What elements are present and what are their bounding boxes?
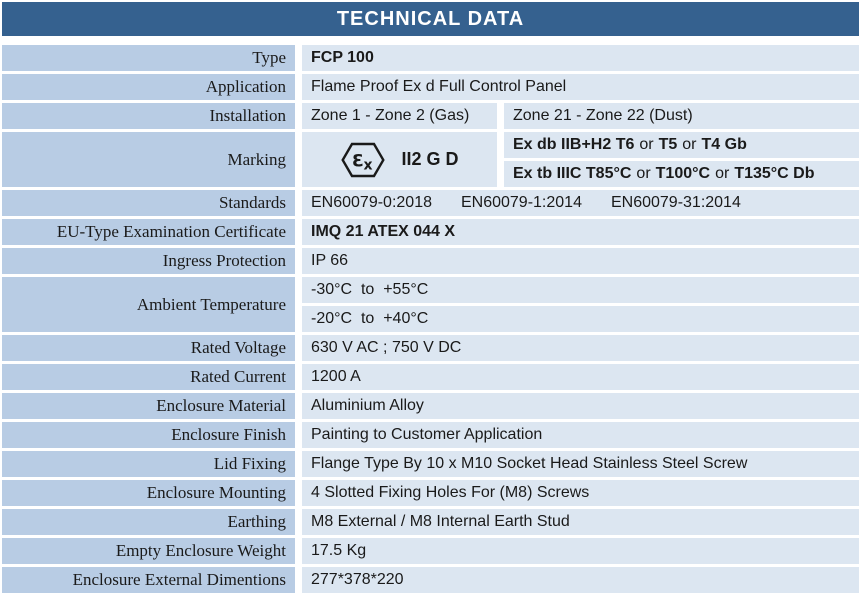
weight-value: 17.5 Kg xyxy=(302,538,859,564)
row-external-dimensions xyxy=(2,567,859,593)
row-label: Enclosure Mounting xyxy=(2,480,295,506)
application-value: Flame Proof Ex d Full Control Panel xyxy=(302,74,859,100)
marking-or: or xyxy=(682,136,697,153)
row-label: Enclosure Finish xyxy=(2,422,295,448)
marking-dust-seg3: T135°C Db xyxy=(734,165,815,182)
row-label: Application xyxy=(2,74,295,100)
voltage-value: 630 V AC ; 750 V DC xyxy=(302,335,859,361)
current-value: 1200 A xyxy=(302,364,859,390)
row-standards xyxy=(2,190,859,216)
table-title-bar xyxy=(2,2,859,36)
row-rated-voltage xyxy=(2,335,859,361)
ingress-value: IP 66 xyxy=(302,248,859,274)
standards-value xyxy=(302,190,859,216)
marking-or: or xyxy=(715,165,730,182)
row-label: Lid Fixing xyxy=(2,451,295,477)
row-label: EU-Type Examination Certificate xyxy=(2,219,295,245)
marking-gas-seg3: T4 Gb xyxy=(701,136,747,153)
type-value: FCP 100 xyxy=(302,45,859,71)
row-label: Ingress Protection xyxy=(2,248,295,274)
row-label: Marking xyxy=(2,132,295,187)
row-label: Rated Current xyxy=(2,364,295,390)
marking-gas-code xyxy=(504,132,859,158)
row-label: Earthing xyxy=(2,509,295,535)
ambient-range-1: -30°C to +55°C xyxy=(302,277,859,303)
marking-group-label: II2 G D xyxy=(401,149,459,169)
row-application xyxy=(2,74,859,100)
certificate-value: IMQ 21 ATEX 044 X xyxy=(302,219,859,245)
installation-dust-value: Zone 21 - Zone 22 (Dust) xyxy=(504,103,859,129)
marking-dust-code xyxy=(504,161,859,187)
ambient-ranges xyxy=(302,277,859,332)
row-label: Installation xyxy=(2,103,295,129)
row-enclosure-mounting xyxy=(2,480,859,506)
row-earthing xyxy=(2,509,859,535)
row-certificate xyxy=(2,219,859,245)
finish-value: Painting to Customer Application xyxy=(302,422,859,448)
row-lid-fixing xyxy=(2,451,859,477)
marking-logo-cell xyxy=(302,132,497,187)
material-value: Aluminium Alloy xyxy=(302,393,859,419)
marking-or: or xyxy=(639,136,654,153)
row-label: Enclosure External Dimentions xyxy=(2,567,295,593)
installation-gas-value: Zone 1 - Zone 2 (Gas) xyxy=(302,103,497,129)
row-label: Ambient Temperature xyxy=(2,277,295,332)
marking-gas-seg2: T5 xyxy=(658,136,678,153)
marking-gas-seg1: Ex db IIB+H2 T6 xyxy=(513,136,635,153)
row-marking xyxy=(2,132,859,187)
table-body xyxy=(2,45,859,593)
row-rated-current xyxy=(2,364,859,390)
standard-item: EN60079-0:2018 xyxy=(311,194,432,211)
mounting-value: 4 Slotted Fixing Holes For (M8) Screws xyxy=(302,480,859,506)
lid-fixing-value: Flange Type By 10 x M10 Socket Head Stainless Steel Screw xyxy=(302,451,859,477)
row-label: Standards xyxy=(2,190,295,216)
standard-item: EN60079-31:2014 xyxy=(610,194,741,211)
ambient-range-2: -20°C to +40°C xyxy=(302,306,859,332)
row-ingress-protection xyxy=(2,248,859,274)
marking-dust-seg1: Ex tb IIIC T85°C xyxy=(513,165,632,182)
row-label: Type xyxy=(2,45,295,71)
row-type xyxy=(2,45,859,71)
row-ambient-temperature xyxy=(2,277,859,332)
dimensions-value: 277*378*220 xyxy=(302,567,859,593)
page-title: TECHNICAL DATA xyxy=(336,7,525,30)
marking-or: or xyxy=(636,165,651,182)
svg-text:Ɛ: Ɛ xyxy=(352,151,365,171)
marking-codes xyxy=(504,132,859,187)
row-label: Rated Voltage xyxy=(2,335,295,361)
row-empty-enclosure-weight xyxy=(2,538,859,564)
atex-ex-hexagon-icon xyxy=(340,141,386,179)
row-installation xyxy=(2,103,859,129)
row-label: Enclosure Material xyxy=(2,393,295,419)
row-label: Empty Enclosure Weight xyxy=(2,538,295,564)
row-enclosure-material xyxy=(2,393,859,419)
svg-text:x: x xyxy=(363,157,374,173)
earthing-value: M8 External / M8 Internal Earth Stud xyxy=(302,509,859,535)
standard-item: EN60079-1:2014 xyxy=(460,194,582,211)
row-enclosure-finish xyxy=(2,422,859,448)
marking-dust-seg2: T100°C xyxy=(655,165,711,182)
